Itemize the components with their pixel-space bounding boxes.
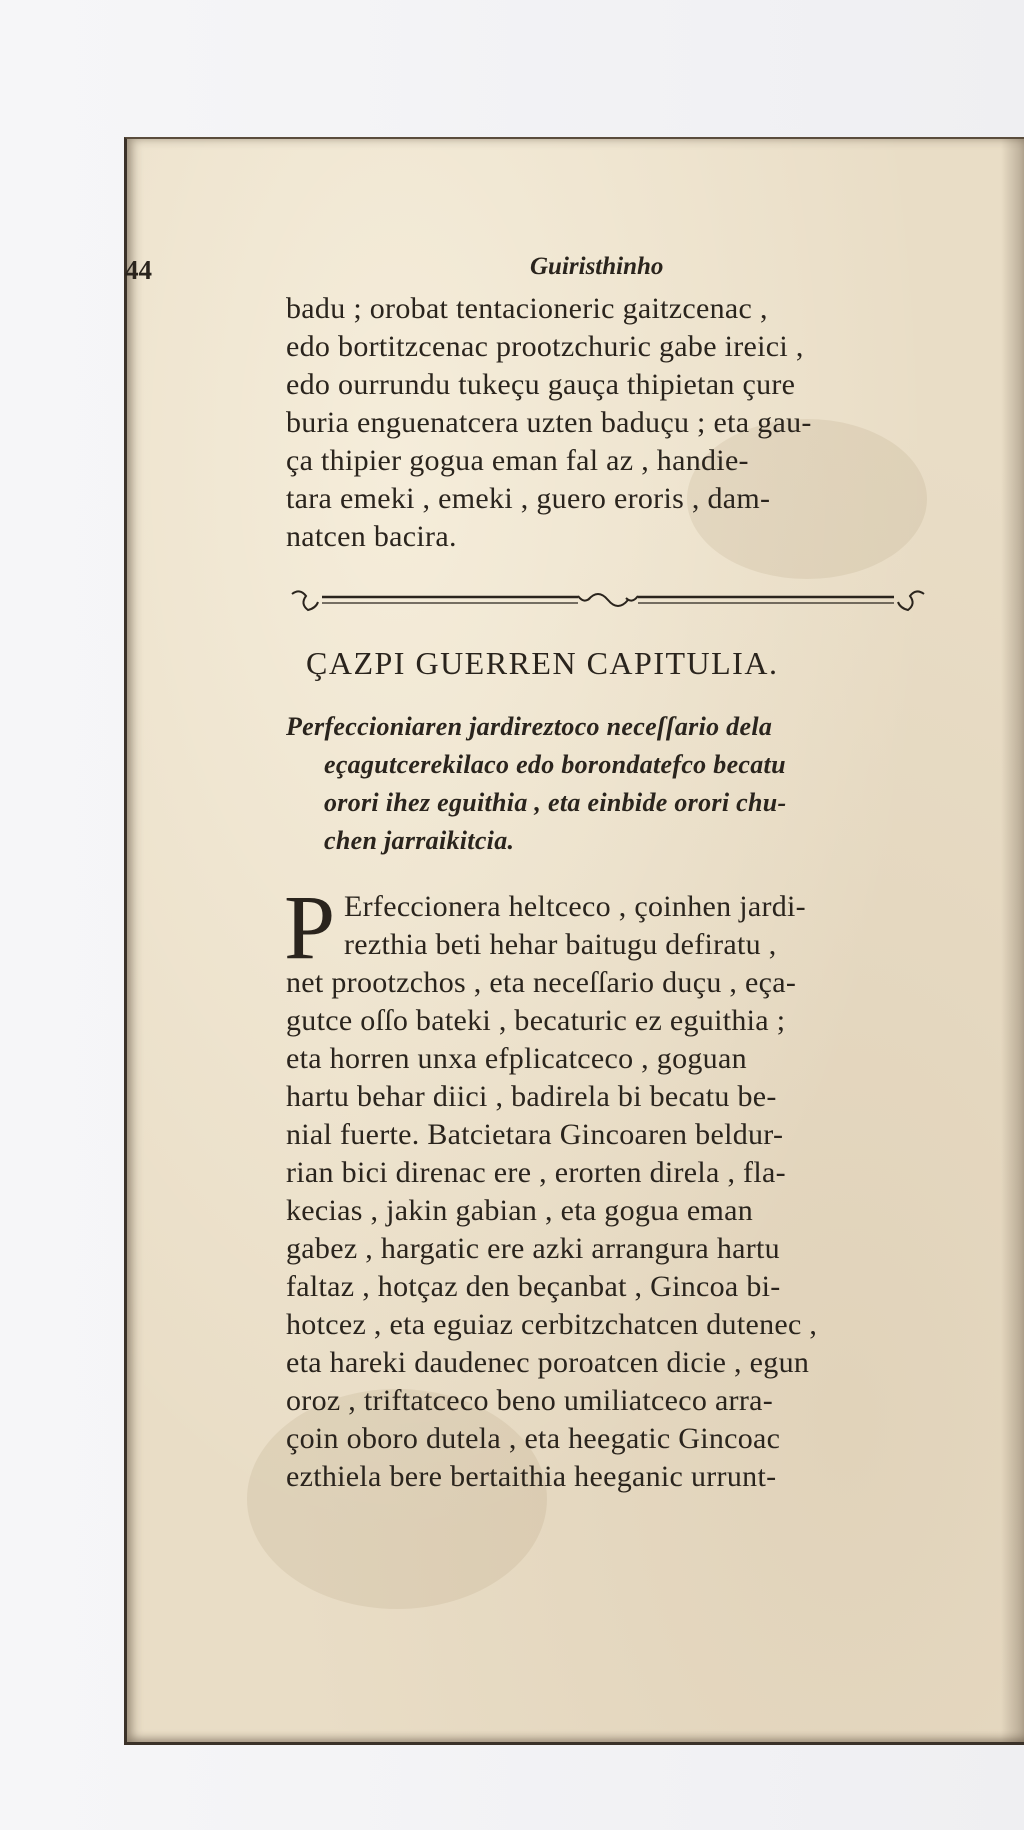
text-line: kecias , jakin gabian , eta gogua eman (286, 1194, 754, 1227)
text-line: eta horren unxa efplicatceco , goguan (286, 1042, 747, 1075)
text-line: edo ourrundu tukeçu gauça thipietan çure (286, 368, 796, 401)
summary-line: chen jarraikitcia. (324, 826, 515, 855)
body-paragraph (284, 876, 926, 1496)
text-line: nial fuerte. Batcietara Gincoaren beldur- (286, 1118, 784, 1151)
page-number: 44 (125, 255, 152, 285)
drop-cap: P (284, 876, 336, 978)
text-line: badu ; orobat tentacioneric gaitzcenac , (286, 292, 768, 325)
summary-line: Perfeccioniaren jardireztoco neceſſario dela (286, 712, 773, 741)
text-line: eta hareki daudenec poroatcen dicie , egun (286, 1346, 810, 1379)
text-line: rezthia beti hehar baitugu defiratu , (344, 928, 777, 961)
text-line: rian bici direnac ere , erorten direla , fla- (286, 1156, 786, 1189)
chapter-summary (286, 708, 936, 860)
summary-line: eçagutcerekilaco edo borondatefco becatu (324, 750, 786, 779)
text-line: ça thipier gogua eman fal az , handie- (286, 444, 749, 477)
ornament-left-flourish (292, 591, 318, 610)
text-line: oroz , triftatceco beno umiliatceco arra- (286, 1384, 774, 1417)
ornament-center-flourish (588, 594, 628, 606)
text-line: edo bortitzcenac prootzchuric gabe ireici , (286, 330, 804, 363)
text-line: faltaz , hotçaz den beçanbat , Gincoa bi- (286, 1270, 781, 1303)
text-line: gutce oſſo bateki , becaturic ez eguithia ; (286, 1004, 786, 1037)
text-line: hotcez , eta eguiaz cerbitzchatcen dutenec , (286, 1308, 818, 1341)
text-line: gabez , hargatic ere azki arrangura hartu (286, 1232, 780, 1265)
text-line: hartu behar diici , badirela bi becatu be- (286, 1080, 777, 1113)
text-line: tara emeki , emeki , guero eroris , dam- (286, 482, 771, 515)
text-line: natcen bacira. (286, 520, 457, 553)
text-line: ezthiela bere bertaithia heeganic urrunt- (286, 1460, 777, 1493)
intro-paragraph (286, 290, 926, 556)
text-line: Erfeccionera heltceco , çoinhen jardi- (344, 890, 806, 923)
chapter-title: ÇAZPI GUERREN CAPITULIA. (306, 645, 779, 681)
text-line: buria enguenatcera uzten baduçu ; eta gau- (286, 406, 812, 439)
text-line: çoin oboro dutela , eta heegatic Gincoac (286, 1422, 781, 1455)
page-gutter-shadow (1001, 139, 1024, 1742)
summary-line: orori ihez eguithia , eta einbide orori chu- (324, 788, 787, 817)
text-line: net prootzchos , eta neceſſario duçu , eça- (286, 966, 797, 999)
ornament-right-flourish (898, 591, 924, 610)
running-head: Guiristhinho (530, 253, 664, 280)
ornamental-rule (288, 586, 928, 616)
